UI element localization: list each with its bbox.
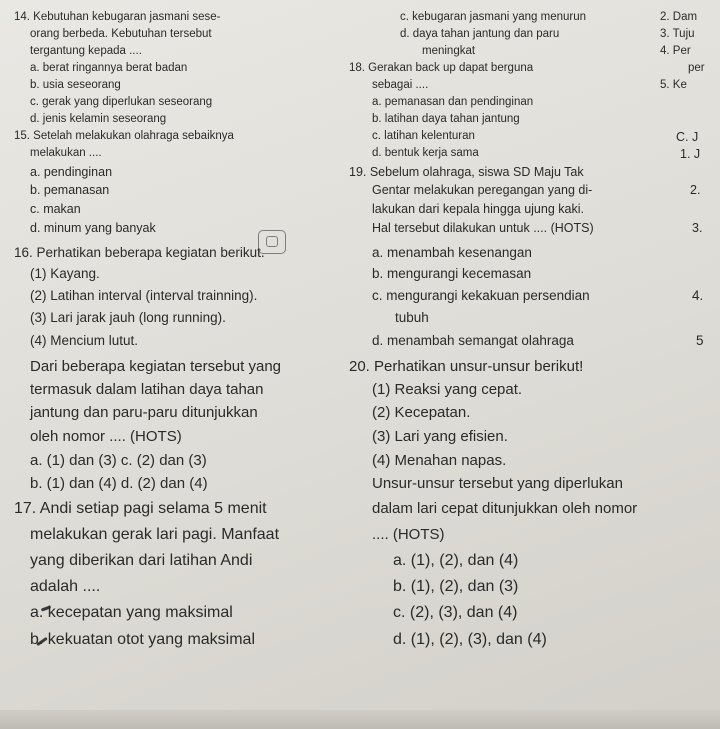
q20-option-b: b. (1), (2), dan (3): [393, 578, 519, 595]
q16-line-1: 16. Perhatikan beberapa kegiatan berikut.: [14, 245, 265, 260]
q19-line-4: Hal tersebut dilakukan untuk .... (HOTS): [372, 221, 594, 235]
q20-item-4: (4) Menahan napas.: [372, 452, 507, 469]
q16-line-5: oleh nomor .... (HOTS): [30, 428, 182, 445]
q20-option-c: c. (2), (3), dan (4): [393, 604, 518, 621]
q18-option-b: b. latihan daya tahan jantung: [372, 113, 520, 125]
q14-option-c: c. gerak yang diperlukan seseorang: [30, 96, 213, 108]
q20-line-3: dalam lari cepat ditunjukkan oleh nomor: [372, 500, 638, 517]
q20-line-1: 20. Perhatikan unsur-unsur berikut!: [349, 358, 584, 375]
edge-text-10: 4.: [692, 288, 704, 303]
q15-option-d: d. minum yang banyak: [30, 221, 156, 235]
q17-prev-option-c: c. kebugaran jasmani yang menurun: [400, 11, 587, 23]
edge-text-5: 5. Ke: [660, 79, 687, 91]
q14-line-2: orang berbeda. Kebutuhan tersebut: [30, 28, 212, 40]
page-bottom-edge: [0, 710, 720, 729]
q20-line-4: .... (HOTS): [372, 526, 445, 543]
q18-line-2: sebagai ....: [372, 79, 429, 91]
q17-option-b: b. kekuatan otot yang maksimal: [30, 631, 256, 648]
q20-item-1: (1) Reaksi yang cepat.: [372, 381, 523, 398]
q15-option-a: a. pendinginan: [30, 165, 113, 179]
edge-text-1: 2. Dam: [660, 11, 698, 23]
q17-line-1: 17. Andi setiap pagi selama 5 menit: [14, 500, 267, 517]
q17-line-3: yang diberikan dari latihan Andi: [30, 552, 253, 569]
q20-item-3: (3) Lari yang efisien.: [372, 428, 508, 445]
q14-option-d: d. jenis kelamin seseorang: [30, 113, 167, 125]
q17-option-a: a. kecepatan yang maksimal: [30, 604, 233, 621]
q19-option-a: a. menambah kesenangan: [372, 245, 532, 260]
q15-line-2: melakukan ....: [30, 147, 102, 159]
q16-item-3: (3) Lari jarak jauh (long running).: [30, 310, 226, 325]
q18-option-a: a. pemanasan dan pendinginan: [372, 96, 534, 108]
q18-option-c: c. latihan kelenturan: [372, 130, 475, 142]
q19-option-c: c. mengurangi kekakuan persendian: [372, 288, 590, 303]
edge-text-4: per: [688, 62, 705, 74]
q17-prev-option-d: d. daya tahan jantung dan paru: [400, 28, 560, 40]
q16-line-2: Dari beberapa kegiatan tersebut yang: [30, 358, 282, 375]
q16-line-4: jantung dan paru-paru ditunjukkan: [30, 404, 258, 421]
edge-text-2: 3. Tuju: [660, 28, 695, 40]
q15-option-c: c. makan: [30, 202, 81, 216]
q17-line-4: adalah ....: [30, 578, 101, 595]
q15-option-b: b. pemanasan: [30, 183, 110, 197]
q19-option-d: d. menambah semangat olahraga: [372, 333, 574, 348]
q16-item-4: (4) Mencium lutut.: [30, 333, 139, 348]
q20-item-2: (2) Kecepatan.: [372, 404, 471, 421]
q16-options-ac: a. (1) dan (3) c. (2) dan (3): [30, 452, 207, 469]
q16-line-3: termasuk dalam latihan daya tahan: [30, 381, 264, 398]
q16-options-bd: b. (1) dan (4) d. (2) dan (4): [30, 475, 208, 492]
edge-text-8: 2.: [690, 183, 701, 197]
q19-option-c-cont: tubuh: [395, 310, 429, 325]
q19-line-2: Gentar melakukan peregangan yang di-: [372, 183, 593, 197]
q14-line-1: 14. Kebutuhan kebugaran jasmani sese-: [14, 11, 221, 23]
q18-line-1: 18. Gerakan back up dapat berguna: [349, 62, 534, 74]
edge-text-3: 4. Per: [660, 45, 691, 57]
edge-text-6: C. J: [676, 130, 699, 144]
q18-option-d: d. bentuk kerja sama: [372, 147, 479, 159]
q17-prev-option-d-cont: meningkat: [422, 45, 476, 57]
q19-line-3: lakukan dari kepala hingga ujung kaki.: [372, 202, 584, 216]
q17-line-2: melakukan gerak lari pagi. Manfaat: [30, 526, 280, 543]
q14-option-a: a. berat ringannya berat badan: [30, 62, 188, 74]
q16-item-2: (2) Latihan interval (interval trainning).: [30, 288, 258, 303]
edge-text-7: 1. J: [680, 147, 701, 161]
q20-option-d: d. (1), (2), (3), dan (4): [393, 631, 547, 648]
q19-line-1: 19. Sebelum olahraga, siswa SD Maju Tak: [349, 165, 584, 179]
q14-line-3: tergantung kepada ....: [30, 45, 142, 57]
q20-option-a: a. (1), (2), dan (4): [393, 552, 519, 569]
q16-item-1: (1) Kayang.: [30, 266, 100, 281]
q20-line-2: Unsur-unsur tersebut yang diperlukan: [372, 475, 623, 492]
q15-line-1: 15. Setelah melakukan olahraga sebaiknya: [14, 130, 234, 142]
q19-option-b: b. mengurangi kecemasan: [372, 266, 532, 281]
edge-text-9: 3.: [692, 221, 703, 235]
q14-option-b: b. usia seseorang: [30, 79, 121, 91]
edge-text-11: 5: [696, 333, 704, 348]
